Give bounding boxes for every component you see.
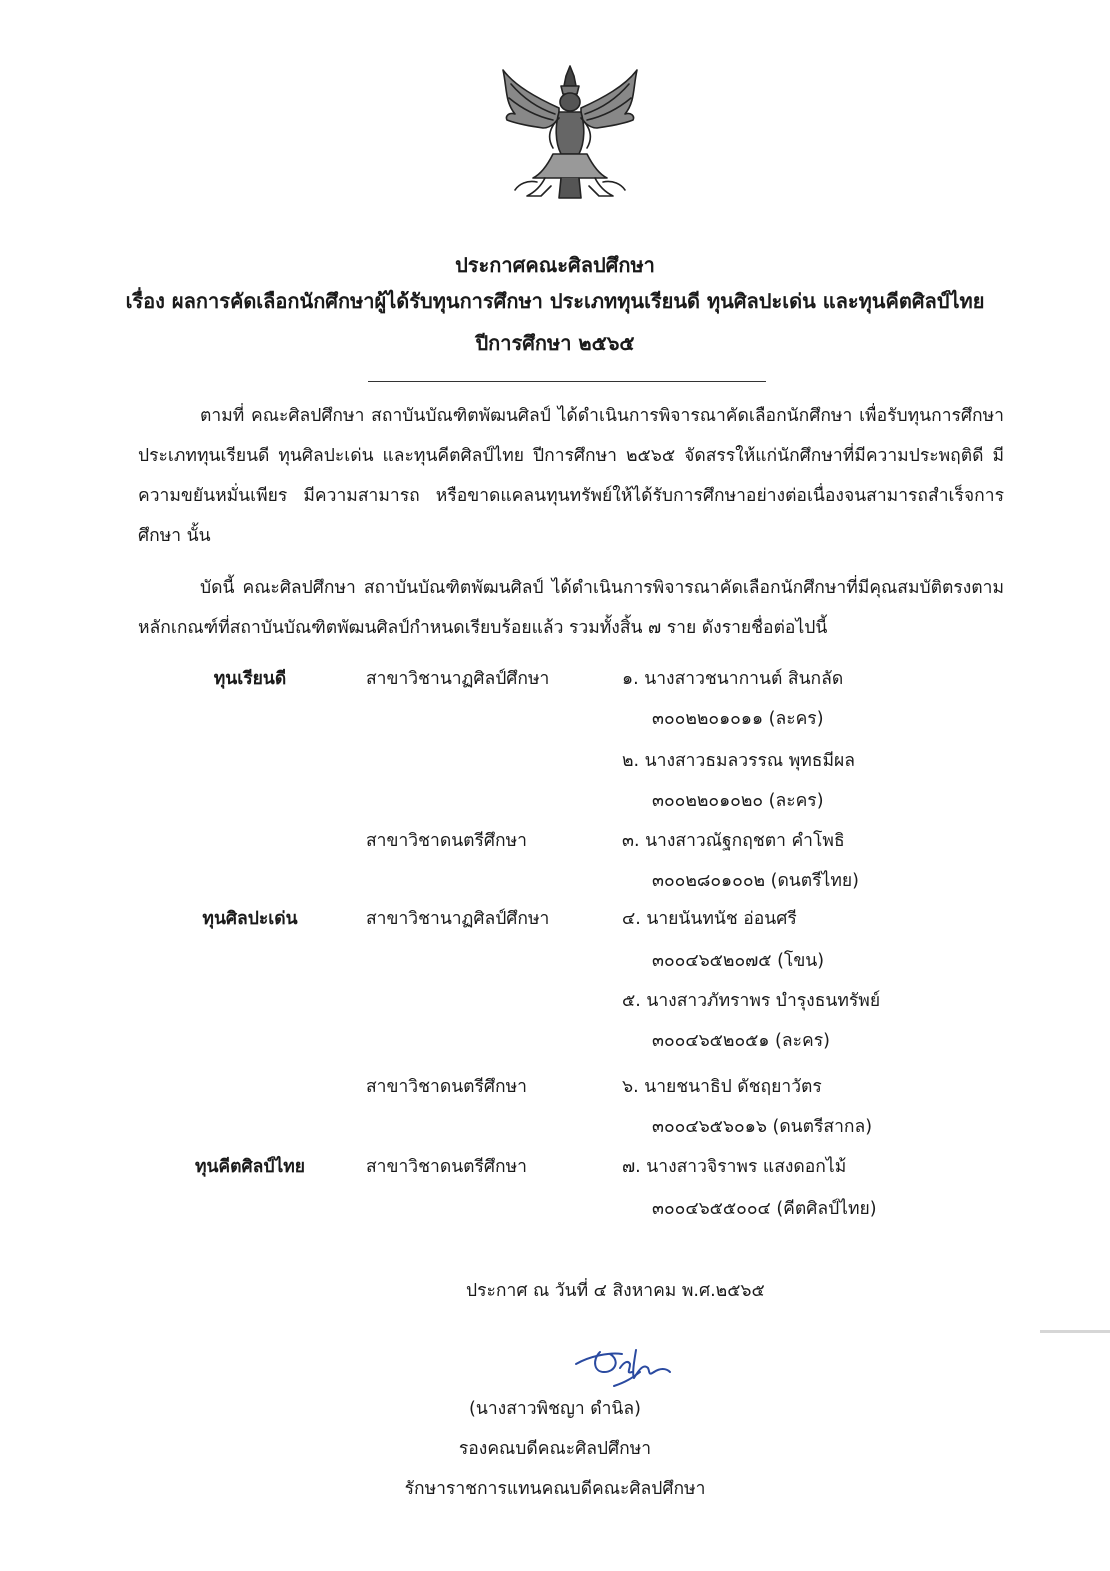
- recipient-id: ๓๐๐๒๘๐๑๐๐๒ (ดนตรีไทย): [652, 871, 859, 891]
- major-label: สาขาวิชาดนตรีศึกษา: [366, 1077, 527, 1097]
- body-paragraph-2: บัดนี้ คณะศิลปศึกษา สถาบันบัณฑิตพัฒนศิลป์ ได้ดำเนินการพิจารณาคัดเลือกนักศึกษาที่มีคุณสมบัติตรงตามหลักเกณฑ์ที่สถาบันบัณฑิตพัฒนศิลป์กำหนดเรียบร้อยแล้ว รวมทั้งสิ้น ๗ ราย ดังรายชื่อต่อไปนี้: [138, 578, 1004, 638]
- academic-year: ปีการศึกษา ๒๕๖๕: [475, 331, 635, 355]
- major-label: สาขาวิชานาฏศิลป์ศึกษา: [366, 909, 550, 929]
- scan-artifact: [1040, 1330, 1110, 1333]
- category-music: ทุนคีตศิลป์ไทย: [194, 1157, 306, 1177]
- announcement-date: ประกาศ ณ วันที่ ๔ สิงหาคม พ.ศ.๒๕๖๕: [466, 1281, 765, 1301]
- signature-icon: [570, 1342, 680, 1392]
- recipient-name: ๓. นางสาวณัฐกฤชตา คำโพธิ: [622, 831, 845, 851]
- signer-acting-position: รักษาราชการแทนคณบดีคณะศิลปศึกษา: [404, 1479, 706, 1499]
- recipient-name: ๖. นายชนาธิป ดัชฤยาวัตร: [622, 1077, 822, 1097]
- recipient-id: ๓๐๐๔๖๕๕๐๐๔ (คีตศิลป์ไทย): [652, 1199, 877, 1219]
- major-label: สาขาวิชาดนตรีศึกษา: [366, 1157, 527, 1177]
- signer-position: รองคณบดีคณะศิลปศึกษา: [458, 1439, 652, 1459]
- recipient-id: ๓๐๐๔๖๕๒๐๗๕ (โขน): [652, 951, 825, 971]
- title-divider: [368, 381, 766, 382]
- body-paragraph-1: ตามที่ คณะศิลปศึกษา สถาบันบัณฑิตพัฒนศิลป์ ได้ดำเนินการพิจารณาคัดเลือกนักศึกษา เพื่อรับทุนการศึกษา ประเภททุนเรียนดี ทุนศิลปะเด่น และทุนคีตศิลป์ไทย ปีการศึกษา ๒๕๖๕ จัดสรรให้แก่นักศึกษาที่มีความประพฤติดี มีความขยันหมั่นเพียร มีความสามารถ หรือขาดแคลนทุนทรัพย์ให้ได้รับการศึกษาอย่างต่อเนื่องจนสามารถสำเร็จการศึกษา นั้น: [138, 406, 1004, 546]
- recipient-id: ๓๐๐๔๖๕๒๐๕๑ (ละคร): [652, 1031, 830, 1051]
- recipient-name: ๕. นางสาวภัทราพร บำรุงธนทรัพย์: [622, 991, 881, 1011]
- recipient-id: ๓๐๐๒๒๐๑๐๑๑ (ละคร): [652, 709, 824, 729]
- recipient-name: ๗. นางสาวจิราพร แสงดอกไม้: [622, 1157, 847, 1177]
- garuda-emblem-icon: [497, 62, 643, 204]
- recipient-id: ๓๐๐๒๒๐๑๐๒๐ (ละคร): [652, 791, 824, 811]
- category-merit: ทุนเรียนดี: [213, 669, 287, 689]
- recipient-id: ๓๐๐๔๖๕๖๐๑๖ (ดนตรีสากล): [652, 1117, 873, 1137]
- major-label: สาขาวิชาดนตรีศึกษา: [366, 831, 527, 851]
- announcement-subject: เรื่อง ผลการคัดเลือกนักศึกษาผู้ได้รับทุนการศึกษา ประเภททุนเรียนดี ทุนศิลปะเด่น และทุนคีตศิลป์ไทย: [125, 289, 985, 313]
- recipient-name: ๒. นางสาวธมลวรรณ พุทธมีผล: [622, 751, 855, 771]
- announcement-title: ประกาศคณะศิลปศึกษา: [455, 253, 655, 277]
- major-label: สาขาวิชานาฏศิลป์ศึกษา: [366, 669, 550, 689]
- recipient-name: ๔. นายนันทนัช อ่อนศรี: [622, 909, 797, 929]
- signer-name: (นางสาวพิชญา ดำนิล): [469, 1399, 641, 1419]
- recipient-name: ๑. นางสาวชนากานต์ สินกลัด: [622, 669, 844, 689]
- category-art: ทุนศิลปะเด่น: [202, 909, 298, 929]
